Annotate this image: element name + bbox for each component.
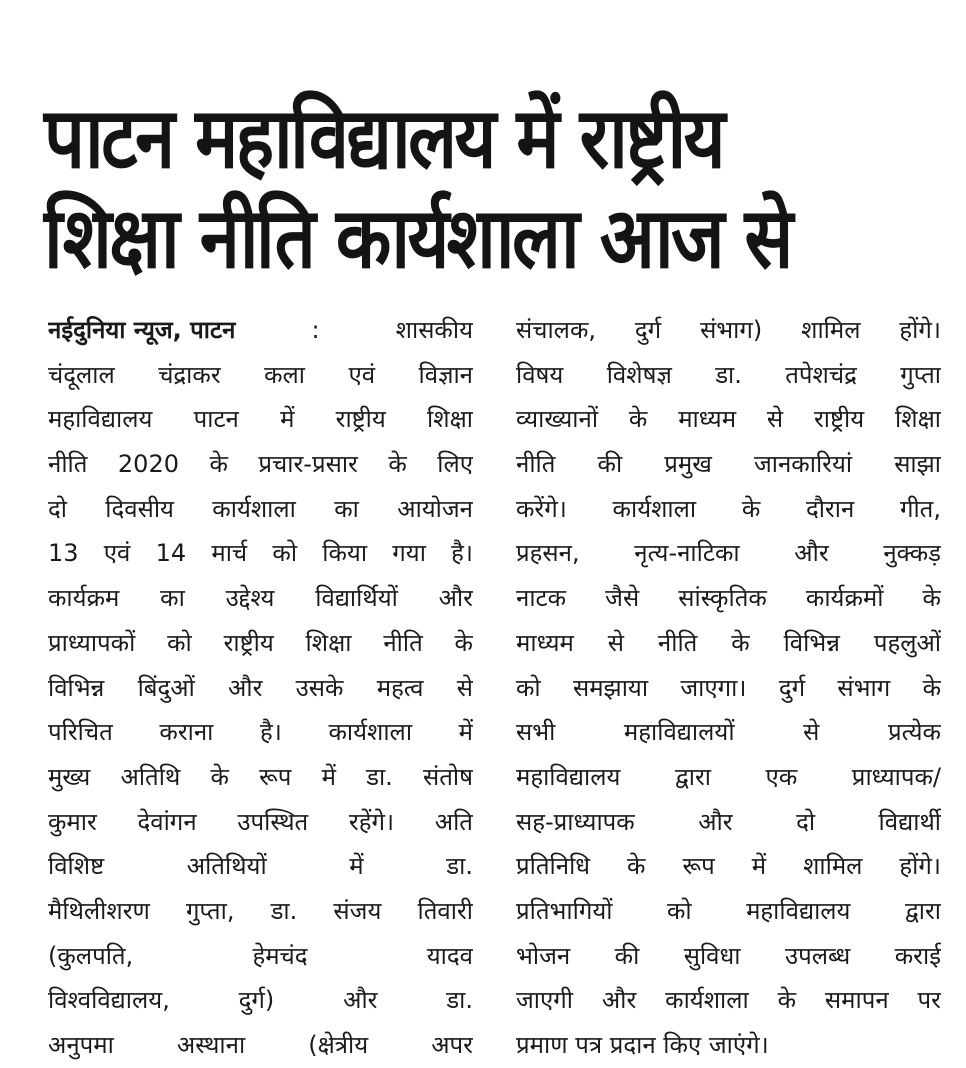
body-line: सभी महाविद्यालयों से प्रत्येक [516, 718, 941, 747]
body-line: जाएगी और कार्यशाला के समापन पर [516, 986, 941, 1015]
body-line: महाविद्यालय द्वारा एक प्राध्यापक/ [516, 762, 941, 791]
body-line: चंदूलाल चंद्राकर कला एवं विज्ञान [48, 360, 473, 389]
body-line: करेंगे। कार्यशाला के दौरान गीत, [516, 494, 941, 523]
body-line: अनुपमा अस्थाना (क्षेत्रीय अपर [48, 1031, 473, 1059]
body-line: प्रमाण पत्र प्रदान किए जाएंगे। [516, 1031, 769, 1059]
body-line: विषय विशेषज्ञ डा. तपेशचंद्र गुप्ता [516, 360, 941, 389]
body-line: नीति 2020 के प्रचार-प्रसार के लिए [48, 450, 473, 479]
body-line: नीति की प्रमुख जानकारियां साझा [516, 450, 941, 479]
body-line: प्रतिभागियों को महाविद्यालय द्वारा [516, 896, 941, 925]
body-line: (कुलपति, हेमचंद यादव [48, 941, 473, 970]
body-line: मैथिलीशरण गुप्ता, डा. संजय तिवारी [48, 896, 473, 925]
body-line: महाविद्यालय पाटन में राष्ट्रीय शिक्षा [48, 405, 473, 434]
dateline-separator: : [311, 316, 320, 344]
first-line-text: शासकीय [395, 316, 473, 344]
body-line: विभिन्न बिंदुओं और उसके महत्व से [48, 673, 473, 702]
body-line: विशिष्ट अतिथियों में डा. [48, 852, 473, 881]
body-line: प्राध्यापकों को राष्ट्रीय शिक्षा नीति के [48, 628, 473, 657]
body-line: सह-प्राध्यापक और दो विद्यार्थी [516, 807, 941, 836]
body-line: नाटक जैसे सांस्कृतिक कार्यक्रमों के [516, 584, 941, 613]
body-line: कुमार देवांगन उपस्थित रहेंगे। अति [48, 807, 473, 836]
body-line: संचालक, दुर्ग संभाग) शामिल होंगे। [516, 316, 941, 344]
body-line: व्याख्यानों के माध्यम से राष्ट्रीय शिक्षा [516, 405, 941, 434]
dateline-row [48, 308, 473, 353]
body-line: प्रतिनिधि के रूप में शामिल होंगे। [516, 852, 941, 881]
body-line: मुख्य अतिथि के रूप में डा. संतोष [48, 762, 473, 791]
dateline: नईदुनिया न्यूज, पाटन [48, 316, 236, 344]
article-headline [44, 88, 818, 288]
body-line: कार्यक्रम का उद्देश्य विद्यार्थियों और [48, 584, 473, 613]
headline-line-1: पाटन महाविद्यालय में राष्ट्रीय [44, 89, 723, 187]
article-column-left [48, 308, 473, 1068]
article-column-right [516, 308, 941, 1068]
body-line: प्रहसन, नृत्य-नाटिका और नुक्कड़ [516, 539, 941, 568]
body-line: विश्वविद्यालय, दुर्ग) और डा. [48, 986, 473, 1015]
body-line: 13 एवं 14 मार्च को किया गया है। [48, 539, 473, 568]
body-line: को समझाया जाएगा। दुर्ग संभाग के [516, 673, 941, 702]
body-line: भोजन की सुविधा उपलब्ध कराई [516, 941, 941, 970]
body-line: परिचित कराना है। कार्यशाला में [48, 718, 473, 747]
body-line: माध्यम से नीति के विभिन्न पहलुओं [516, 628, 941, 657]
headline-line-2: शिक्षा नीति कार्यशाला आज से [44, 189, 791, 287]
body-line: दो दिवसीय कार्यशाला का आयोजन [48, 494, 473, 523]
